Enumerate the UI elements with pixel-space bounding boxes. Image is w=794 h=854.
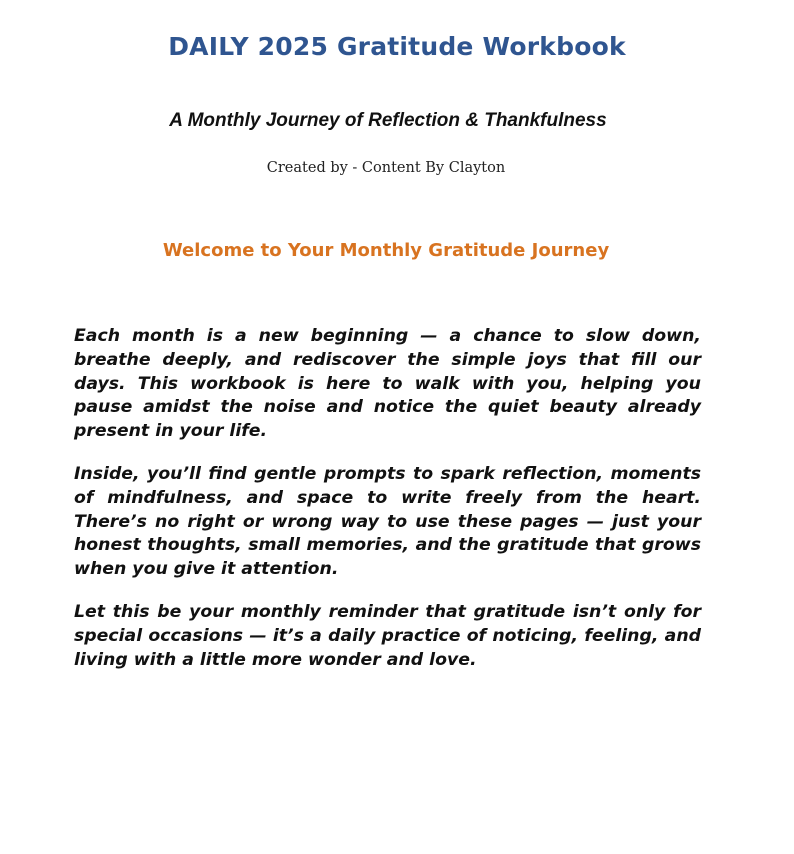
body-text — [74, 325, 701, 691]
paragraph-3: Let this be your monthly reminder that gratitude isn’t only for special occasions — it’s a daily practice of noticing, feeling, and living with a little more wonder and love. — [74, 601, 701, 670]
author-credit: Created by - Content By Clayton — [266, 160, 506, 176]
document-subtitle: A Monthly Journey of Reflection & Thankfulness — [169, 110, 607, 131]
document-title: DAILY 2025 Gratitude Workbook — [168, 32, 626, 61]
paragraph-2: Inside, you’ll find gentle prompts to spark reflection, moments of mindfulness, and space to write freely from the heart. There’s no right or wrong way to use these pages — just your honest thoughts, small memories, and the gratitude that grows when you give it attention. — [74, 463, 701, 580]
welcome-heading: Welcome to Your Monthly Gratitude Journey — [162, 240, 610, 261]
paragraph-1: Each month is a new beginning — a chance to slow down, breathe deeply, and rediscover the simple joys that fill our days. This workbook is here to walk with you, helping you pause amidst the noise and notice the quiet beauty already present in your life. — [74, 326, 701, 442]
